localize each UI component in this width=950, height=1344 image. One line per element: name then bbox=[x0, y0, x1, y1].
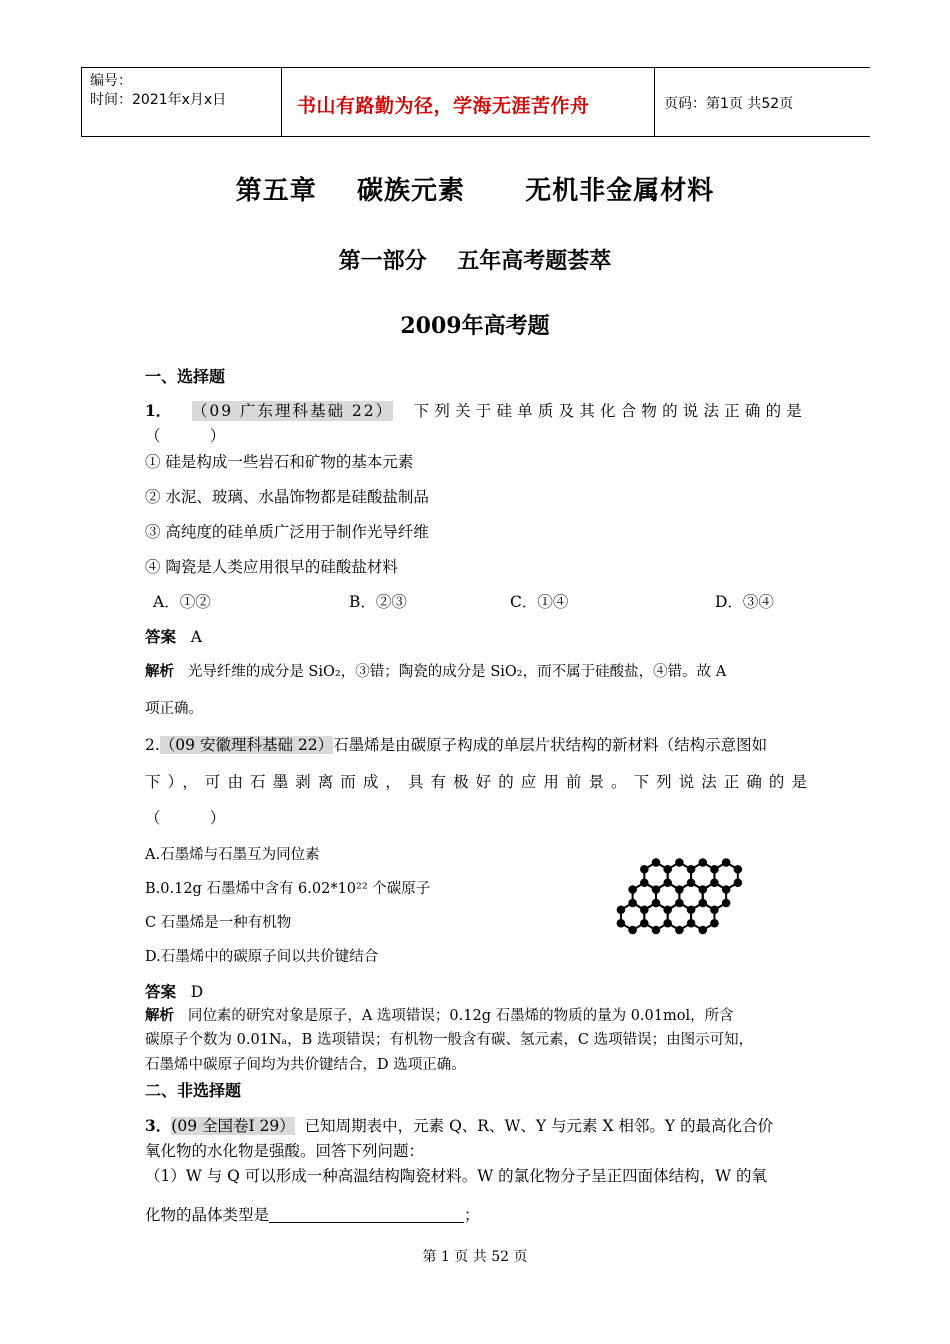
analysis-text: 同位素的研究对象是原子，A 选项错误；0.12g 石墨烯的物质的量为 0.01mol，所含 bbox=[187, 1008, 734, 1024]
q1-option-d: D．③④ bbox=[715, 593, 774, 611]
q1-source: （09 广东理科基础 22） bbox=[191, 402, 394, 420]
q1-item-1: ① 硅是构成一些岩石和矿物的基本元素 bbox=[145, 453, 414, 471]
carbon-atom bbox=[628, 926, 637, 935]
q1-option-b: B．②③ bbox=[349, 593, 407, 611]
q3-sub1-end: ； bbox=[464, 1206, 480, 1224]
carbon-atom bbox=[640, 919, 649, 928]
carbon-atom bbox=[652, 885, 661, 894]
carbon-atom bbox=[734, 865, 743, 874]
q1-paren: （ ） bbox=[145, 427, 226, 445]
carbon-atom bbox=[663, 919, 672, 928]
carbon-atom bbox=[698, 858, 707, 867]
carbon-atom bbox=[617, 905, 626, 914]
q2-analysis-line3: 石墨烯中碳原子间均为共价键结合，D 选项正确。 bbox=[145, 1057, 466, 1073]
carbon-atom bbox=[687, 865, 696, 874]
carbon-atom bbox=[675, 858, 684, 867]
carbon-atom bbox=[652, 926, 661, 935]
analysis-text: 光导纤维的成分是 SiO₂，③错；陶瓷的成分是 SiO₂，而不属于硅酸盐，④错。故 A bbox=[187, 664, 727, 680]
q3-sub1-text: 化物的晶体类型是 bbox=[145, 1206, 270, 1224]
part-title: 第一部分 五年高考题荟萃 bbox=[338, 249, 612, 274]
answer-label: 答案 bbox=[145, 983, 177, 1001]
q1-option-c: C．①④ bbox=[510, 593, 569, 611]
carbon-atom bbox=[722, 899, 731, 908]
number-label: 编号： bbox=[90, 73, 132, 89]
carbon-atom bbox=[663, 905, 672, 914]
header-divider bbox=[81, 68, 82, 136]
q1-stem-line bbox=[145, 401, 807, 421]
analysis-label: 解析 bbox=[145, 1008, 174, 1024]
q1-analysis-line2: 项正确。 bbox=[145, 701, 203, 717]
q2-option-d: D.石墨烯中的碳原子间以共价键结合 bbox=[145, 949, 379, 965]
q2-analysis-line2: 碳原子个数为 0.01Nₐ，B 选项错误；有机物一般含有碳、氢元素，C 选项错误；由图示可知， bbox=[145, 1032, 754, 1048]
answer-label: 答案 bbox=[145, 628, 177, 646]
q1-item-2: ② 水泥、玻璃、水晶饰物都是硅酸盐制品 bbox=[145, 488, 429, 506]
page-info: 页码：第1页 共52页 bbox=[664, 96, 794, 112]
q3-stem-1: 已知周期表中，元素 Q、R、W、Y 与元素 X 相邻。Y 的最高化合价 bbox=[304, 1117, 774, 1135]
carbon-atom bbox=[675, 885, 684, 894]
motto-text: 书山有路勤为径，学海无涯苦作舟 bbox=[297, 95, 590, 117]
carbon-atom bbox=[722, 858, 731, 867]
carbon-atom bbox=[722, 885, 731, 894]
q2-paren: （ ） bbox=[145, 809, 226, 827]
header-divider bbox=[654, 68, 655, 136]
carbon-atom bbox=[663, 865, 672, 874]
q2-option-c: C 石墨烯是一种有机物 bbox=[145, 915, 292, 931]
q2-option-a: A.石墨烯与石墨互为同位素 bbox=[145, 847, 320, 863]
carbon-atom bbox=[640, 878, 649, 887]
section-heading-choice: 一、选择题 bbox=[145, 367, 226, 386]
carbon-atom bbox=[617, 919, 626, 928]
answer-blank[interactable] bbox=[269, 1206, 464, 1223]
carbon-atom bbox=[628, 885, 637, 894]
carbon-atom bbox=[710, 919, 719, 928]
q3-sub1-line2 bbox=[145, 1205, 480, 1225]
q2-analysis bbox=[145, 1006, 734, 1026]
carbon-atom bbox=[652, 899, 661, 908]
q2-source: （09 安徽理科基础 22） bbox=[159, 736, 334, 754]
answer-value: D bbox=[190, 983, 204, 1001]
page-footer: 第 1 页 共 52 页 bbox=[422, 1249, 528, 1265]
q3-number: 3． bbox=[145, 1116, 172, 1135]
q1-analysis bbox=[145, 662, 726, 682]
carbon-atom bbox=[698, 885, 707, 894]
q3-stem-line2: 氧化物的水化物是强酸。回答下列问题： bbox=[145, 1142, 425, 1160]
carbon-atom bbox=[687, 905, 696, 914]
q1-item-3: ③ 高纯度的硅单质广泛用于制作光导纤维 bbox=[145, 523, 429, 541]
q1-number: 1． bbox=[145, 401, 172, 420]
carbon-atom bbox=[675, 926, 684, 935]
year-title: 2009年高考题 bbox=[400, 313, 550, 339]
q1-option-a: A．①② bbox=[153, 593, 211, 611]
carbon-atom bbox=[710, 905, 719, 914]
header-divider bbox=[281, 68, 282, 136]
carbon-atom bbox=[710, 878, 719, 887]
carbon-atom bbox=[652, 858, 661, 867]
q2-number: 2. bbox=[145, 736, 160, 754]
q2-stem-line1 bbox=[145, 735, 767, 755]
carbon-atom bbox=[710, 865, 719, 874]
q1-item-4: ④ 陶瓷是人类应用很早的硅酸盐材料 bbox=[145, 558, 398, 576]
carbon-atom bbox=[687, 919, 696, 928]
q1-stem: 下列关于硅单质及其化合物的说法正确的是 bbox=[413, 402, 807, 420]
q2-option-b: B.0.12g 石墨烯中含有 6.02*10²² 个碳原子 bbox=[145, 881, 431, 897]
carbon-atom bbox=[734, 878, 743, 887]
graphene-lattice bbox=[621, 863, 738, 931]
carbon-atom bbox=[640, 905, 649, 914]
time-label: 时间：2021年x月x日 bbox=[90, 92, 227, 108]
carbon-atom bbox=[663, 878, 672, 887]
carbon-atom bbox=[698, 926, 707, 935]
q1-answer bbox=[145, 627, 202, 647]
chapter-title: 第五章 碳族元素 无机非金属材料 bbox=[235, 176, 715, 206]
carbon-atom bbox=[640, 865, 649, 874]
carbon-atom bbox=[628, 899, 637, 908]
q2-stem-line2: 下），可由石墨剥离而成，具有极好的应用前景。下列说法正确的是 bbox=[145, 773, 807, 791]
q3-sub1-line1: （1）W 与 Q 可以形成一种高温结构陶瓷材料。W 的氯化物分子呈正四面体结构，W 的氧 bbox=[145, 1167, 768, 1185]
q3-source: (09 全国卷Ⅰ 29） bbox=[171, 1117, 295, 1135]
q2-answer bbox=[145, 982, 203, 1002]
carbon-atom bbox=[687, 878, 696, 887]
q2-stem-1: 石墨烯是由碳原子构成的单层片状结构的新材料（结构示意图如 bbox=[333, 736, 768, 754]
carbon-atom bbox=[698, 899, 707, 908]
q3-stem-line1 bbox=[145, 1116, 773, 1136]
section-heading-non-choice: 二、非选择题 bbox=[145, 1081, 242, 1100]
carbon-atom bbox=[675, 899, 684, 908]
analysis-label: 解析 bbox=[145, 664, 174, 680]
graphene-structure-figure bbox=[612, 852, 772, 970]
answer-value: A bbox=[190, 628, 202, 646]
